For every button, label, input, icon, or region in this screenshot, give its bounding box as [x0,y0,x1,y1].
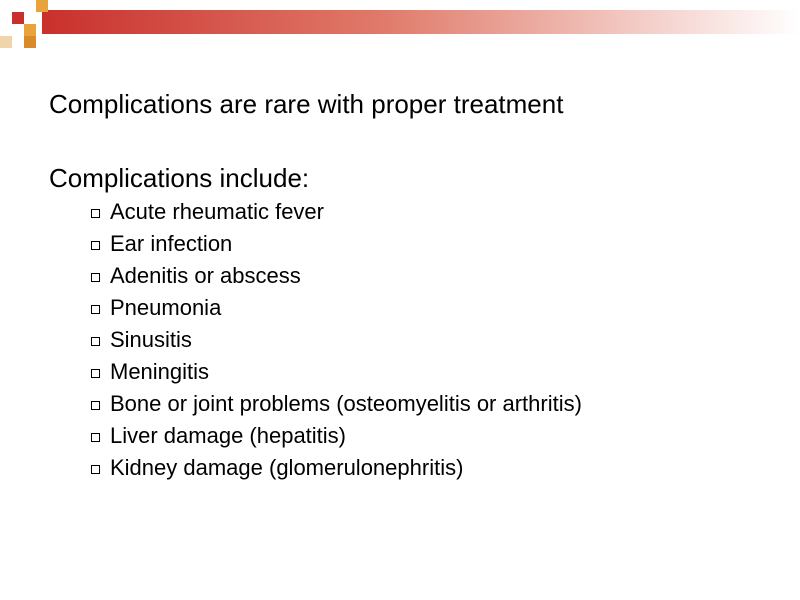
list-item [91,324,769,356]
square-bullet-icon [91,209,100,218]
square-bullet-icon [91,273,100,282]
accent-square-orange [36,0,48,12]
list-item [91,356,769,388]
square-bullet-icon [91,369,100,378]
list-item-text: Kidney damage (glomerulonephritis) [110,455,464,480]
square-bullet-icon [91,465,100,474]
title-decoration [0,0,800,60]
complications-list [49,196,769,484]
list-item-text: Meningitis [110,359,210,384]
list-item [91,292,769,324]
slide-heading: Complications are rare with proper treatment [49,89,564,119]
list-item-text: Acute rheumatic fever [110,199,324,224]
list-item [91,452,769,484]
list-item [91,388,769,420]
accent-bar [42,10,800,34]
square-bullet-icon [91,241,100,250]
list-item-text: Liver damage (hepatitis) [110,423,347,448]
list-item [91,260,769,292]
square-bullet-icon [91,305,100,314]
square-bullet-icon [91,433,100,442]
list-item-text: Ear infection [110,231,233,256]
accent-square-tan [0,36,12,48]
accent-square-orange [24,36,36,48]
list-item-text: Pneumonia [110,295,222,320]
list-item [91,228,769,260]
accent-square-orange [24,24,36,36]
list-item-text: Bone or joint problems (osteomyelitis or arthritis) [110,391,582,416]
accent-square-red [12,12,24,24]
list-item [91,196,769,228]
slide-content [49,86,769,484]
square-bullet-icon [91,401,100,410]
list-item-text: Sinusitis [110,327,192,352]
list-item-text: Adenitis or abscess [110,263,301,288]
list-heading: Complications include: [49,163,310,193]
square-bullet-icon [91,337,100,346]
list-item [91,420,769,452]
